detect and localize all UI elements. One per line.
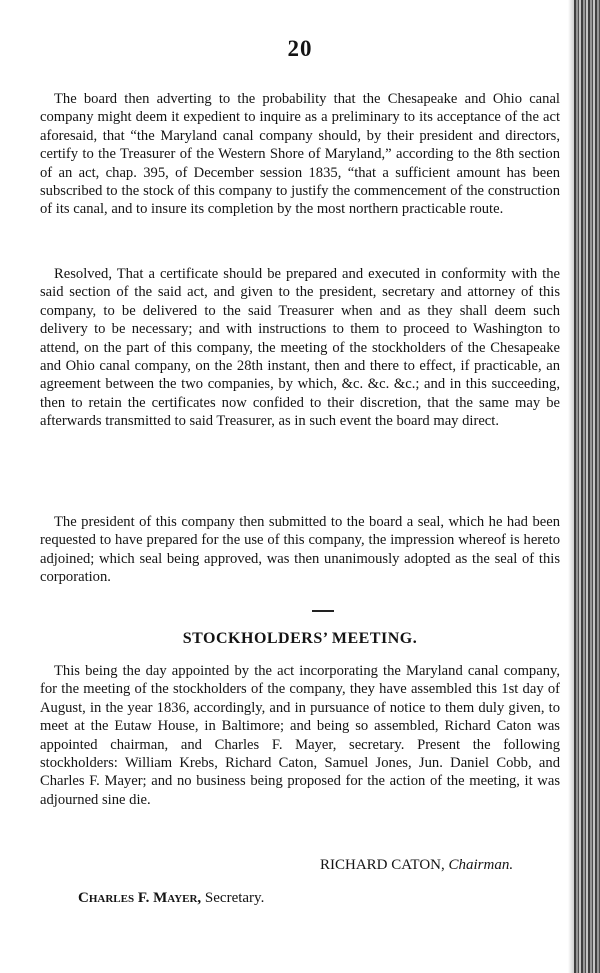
body-paragraph-3 — [40, 513, 560, 587]
paragraph-text: This being the day appointed by the act incorporating the Maryland canal company, for the meeting of the stockholders of the company, they have assembled this 1st day of August, in the year 1836, accordingly, and in pursuance of notice to them duly given, to meet at the Eutaw House, in Baltimore; and being so assembled, Richard Caton was appointed chairman, and Charles F. Mayer, secretary. Present the following stockholders: William Krebs, Richard Caton, Samuel Jones, Jun. Daniel Cobb, and Charles F. Mayer; and no business being proposed for the action of the meeting, it was adjourned sine die. — [40, 663, 560, 808]
secretary-title: Secretary. — [204, 890, 265, 906]
stockholders-meeting-paragraph — [40, 662, 560, 809]
paragraph-text: The board then adverting to the probability that the Chesapeake and Ohio canal company might deem it expedient to inquire as a preliminary to its acceptance of the act aforesaid, that “the Maryland canal company should, by their president and directors, certify to the Treasurer of the Western Shore of Maryland,” according to the 8th section of an act, chap. 395, of December session 1835, “that a sufficient amount has been subscribed to the stock of this company to justify the commencement of the construction of its canal, and to insure its completion by the most northern practicable route. — [40, 91, 560, 218]
paragraph-text: The president of this company then submitted to the board a seal, which he had been requested to have prepared for the use of this company, the impression whereof is hereto adjoined; which seal being approved, was then unanimously adopted as the seal of this corporation. — [40, 514, 560, 586]
section-divider — [312, 610, 334, 612]
page-binding-edge — [574, 0, 600, 973]
paragraph-text: Resolved, That a certificate should be prepared and executed in conformity with the said section of the said act, and given to the president, secretary and attorney of this company, to be delivered to the said Treasurer when and as they shall deem such delivery to be necessary; and with instructions to them to proceed to Washington to attend, on the part of this company, the meeting of the stockholders of the Chesapeake and Ohio canal company, on the 28th instant, then and there to effect, if practicable, an agreement between the two companies, by which, &c. &c. &c.; and in this succeeding, then to retain the certificates now confided to their discretion, that the same may be afterwards transmitted to said Treasurer, as in such event the board may direct. — [40, 266, 560, 430]
chairman-title: Chairman. — [448, 857, 514, 873]
chairman-signature — [320, 857, 560, 874]
body-paragraph-1 — [40, 90, 560, 219]
section-heading: STOCKHOLDERS’ MEETING. — [182, 630, 418, 647]
body-paragraph-2 — [40, 265, 560, 431]
chairman-name: RICHARD CATON, — [320, 857, 445, 873]
secretary-signature — [78, 890, 458, 907]
secretary-name: Charles F. Mayer, — [78, 890, 202, 906]
page-number: 20 — [287, 36, 313, 61]
